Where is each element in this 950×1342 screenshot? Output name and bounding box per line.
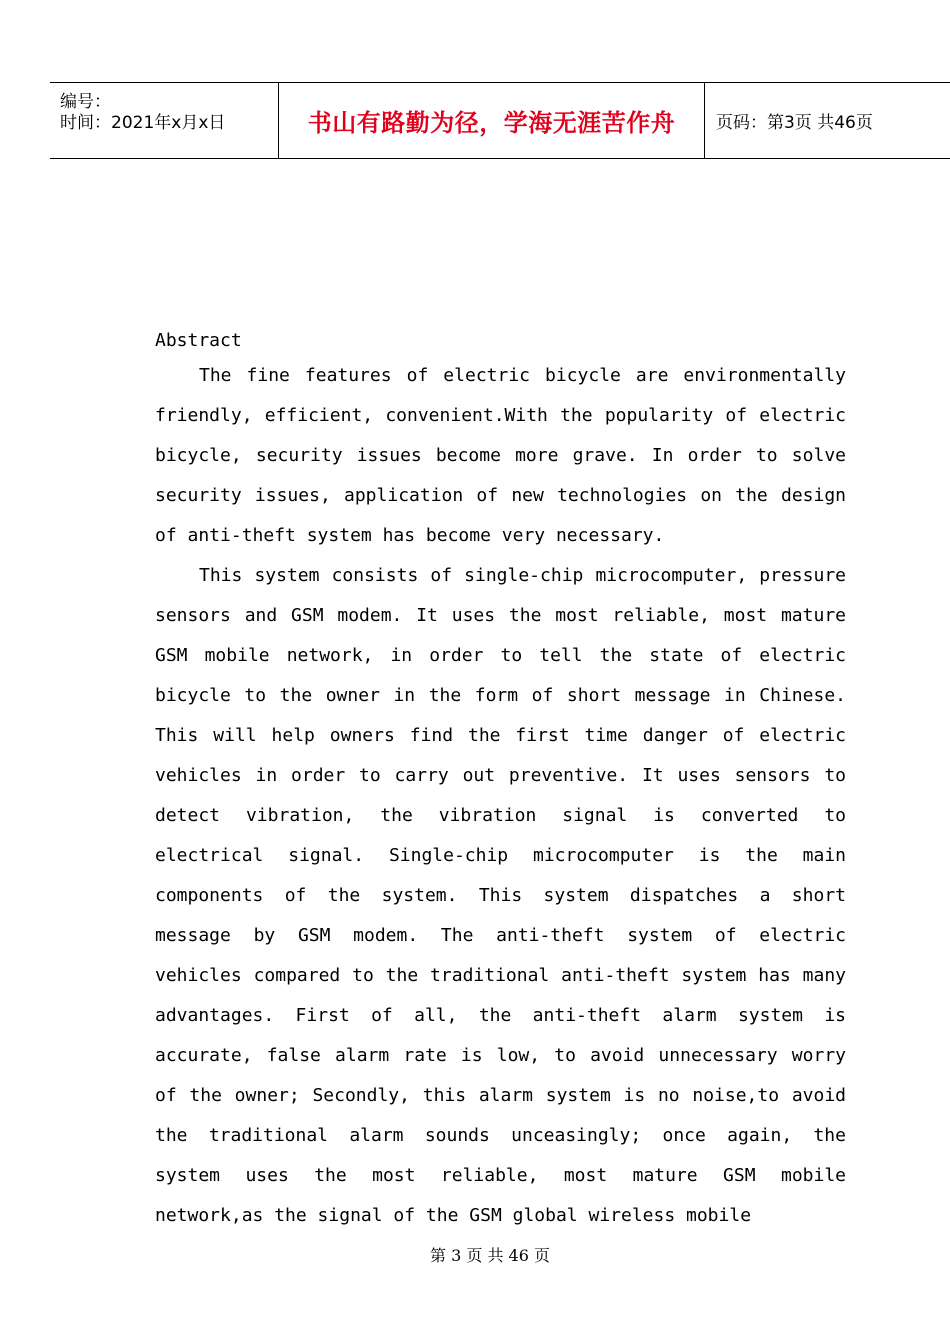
paragraph: The fine features of electric bicycle are environmentally friendly, efficient, convenient.With the popularity of electric bicycle, security issues become more grave. In order to solve security issues, application of new technologies on the design of anti-theft system has become very necessary. xyxy=(155,365,846,546)
paragraph: This system consists of single-chip microcomputer, pressure sensors and GSM modem. It uses the most reliable, most mature GSM mobile network, in order to tell the state of electric bicycle to the owner in the form of short message in Chinese. This will help owners find the first time danger of electric vehicles in order to carry out preventive. It uses sensors to detect vibration, the vibration signal is converted to electrical signal. Single-chip microcomputer is the main components of the system. This system dispatches a short message by GSM modem. The anti-theft system of electric vehicles compared to the traditional anti-theft system has many advantages. First of all, the anti-theft alarm system is accurate, false alarm rate is low, to avoid unnecessary worry of the owner; Secondly, this alarm system is no noise,to avoid the traditional alarm sounds unceasingly; once again, the system uses the most reliable, most mature GSM mobile network,as the signal of the GSM global wireless mobile xyxy=(155,565,846,1226)
page-indicator: 页码：第3页 共46页 xyxy=(716,113,873,133)
header-page-cell xyxy=(705,83,950,158)
header-info-cell xyxy=(50,83,279,158)
document-body xyxy=(155,326,846,1236)
section-heading: Abstract xyxy=(155,330,242,351)
serial-number-label: 编号： xyxy=(60,92,111,112)
date-label: 时间：2021年x月x日 xyxy=(60,113,226,133)
header-motto-cell xyxy=(279,83,705,158)
motto-text: 书山有路勤为径，学海无涯苦作舟 xyxy=(307,109,676,137)
page-footer: 第 3 页 共 46 页 xyxy=(430,1246,550,1265)
page-header xyxy=(50,82,950,159)
